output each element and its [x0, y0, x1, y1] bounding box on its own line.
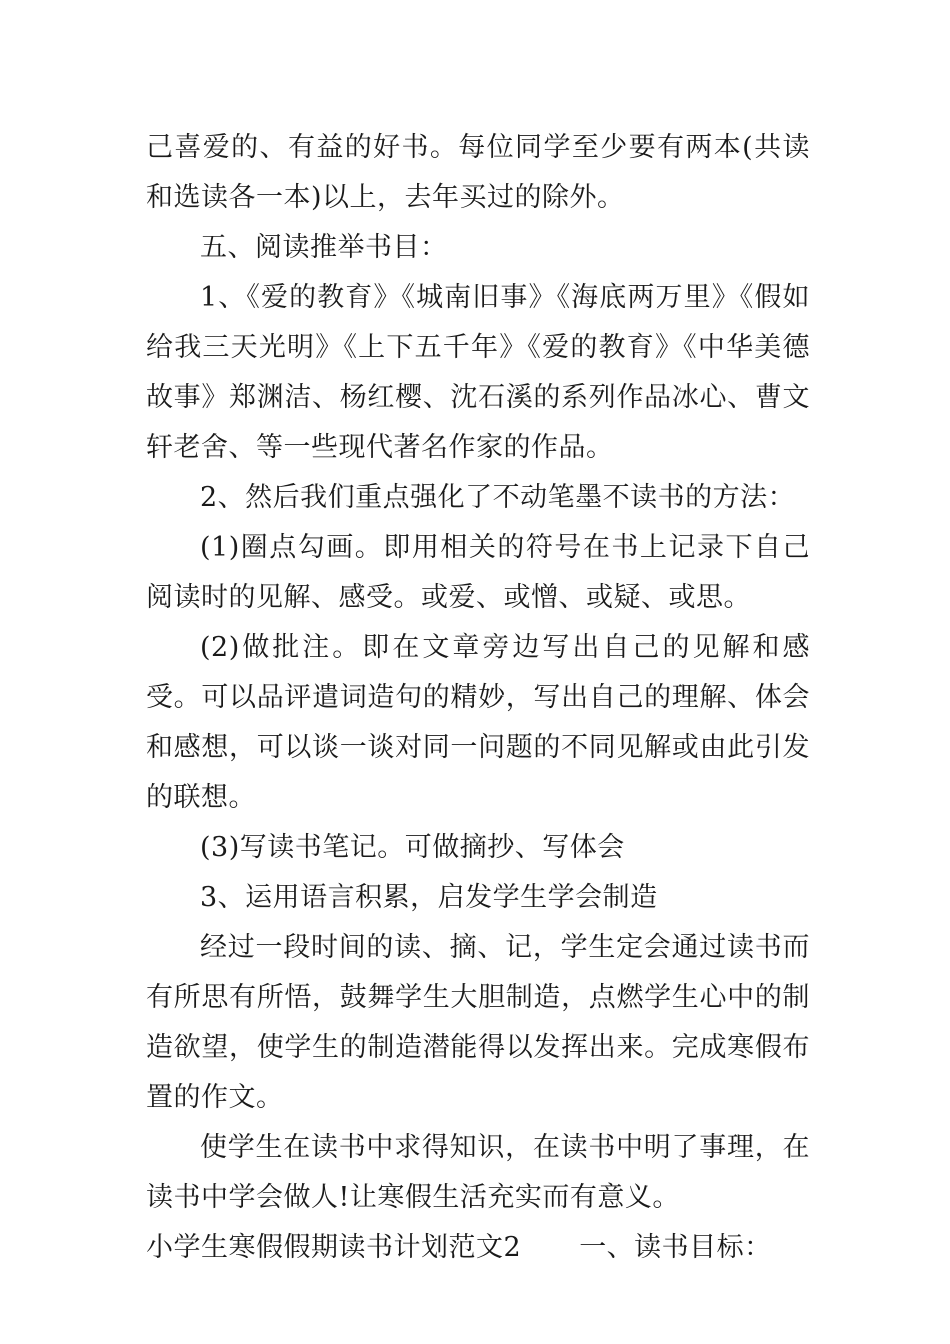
paragraph: 3、运用语言积累，启发学生学会制造: [200, 882, 658, 913]
paragraph: (1)圈点勾画。即用相关的符号在书上记录下自己阅读时的见解、感受。或爱、或憎、或疑、或思。: [146, 532, 810, 613]
paragraph: 1、《爱的教育》《城南旧事》《海底两万里》《假如给我三天光明》《上下五千年》《爱的教育》《中华美德故事》郑渊洁、杨红樱、沈石溪的系列作品冰心、曹文轩老舍、等一些现代著名作家的作品。: [146, 282, 810, 463]
paragraph: 使学生在读书中求得知识，在读书中明了事理，在读书中学会做人!让寒假生活充实而有意义。: [146, 1132, 810, 1213]
paragraph: 2、然后我们重点强化了不动笔墨不读书的方法：: [200, 482, 796, 513]
paragraph: (3)写读书笔记。可做摘抄、写体会: [200, 832, 625, 863]
section-title-line: [146, 1223, 810, 1273]
paragraph: 经过一段时间的读、摘、记，学生定会通过读书而有所思有所悟，鼓舞学生大胆制造，点燃学生心中的制造欲望，使学生的制造潜能得以发挥出来。完成寒假布置的作文。: [146, 932, 810, 1113]
section-subheading: 一、读书目标：: [579, 1232, 772, 1263]
paragraph: 五、阅读推举书目：: [200, 232, 448, 263]
paragraph: (2)做批注。即在文章旁边写出自己的见解和感受。可以品评遣词造句的精妙，写出自己的理解、体会和感想，可以谈一谈对同一问题的不同见解或由此引发的联想。: [146, 632, 810, 813]
paragraph: 己喜爱的、有益的好书。每位同学至少要有两本(共读和选读各一本)以上，去年买过的除外。: [146, 132, 810, 213]
section-title: 小学生寒假假期读书计划范文2: [146, 1232, 522, 1263]
document-body: [146, 123, 810, 1273]
